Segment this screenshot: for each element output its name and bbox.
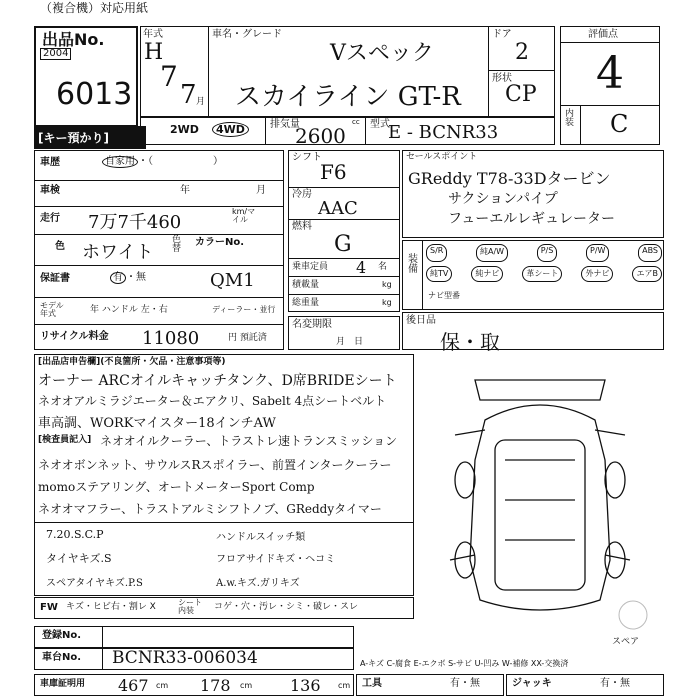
equip-row1-3: P/W bbox=[586, 244, 609, 262]
color-no: QM1 bbox=[210, 270, 255, 291]
equip-row1-1: 純A/W bbox=[476, 244, 508, 262]
equip-row2-1: 純ナビ bbox=[471, 266, 503, 282]
lot-label: 出品No. bbox=[42, 30, 105, 49]
equip-row2-4: エアB bbox=[632, 266, 662, 282]
color: ホワイト bbox=[82, 242, 154, 263]
equip-row2-0: 純TV bbox=[426, 266, 452, 282]
equip-row1-0: S/R bbox=[426, 244, 447, 262]
equip-row1-2: P/S bbox=[537, 244, 558, 262]
mileage: 7万7千460 bbox=[88, 212, 182, 233]
note-l3: 車高調、WORKマイスター18インチAW bbox=[38, 416, 276, 431]
ac: AAC bbox=[318, 198, 358, 219]
equip-row2-2: 革シート bbox=[522, 266, 562, 282]
interior-label: 内装 bbox=[565, 109, 575, 128]
equip-row1-4: ABS bbox=[638, 244, 662, 262]
history-val: 自家用 bbox=[102, 156, 138, 168]
fuel: G bbox=[334, 232, 352, 257]
note-l7: ネオオマフラー、トラストアルミシフトノブ、GReddyタイマー bbox=[38, 502, 382, 516]
type-value: E - BCNR33 bbox=[388, 122, 499, 143]
recycle: 11080 bbox=[142, 328, 200, 349]
key-banner: [キー預かり] bbox=[34, 126, 146, 149]
note-l5: ネオオボンネット、サウルスRスポイラー、前置インタークーラー bbox=[38, 458, 392, 472]
displacement: 2600 bbox=[295, 124, 346, 148]
damage-legend: A-キズ C-腐食 E-エクボ S-サビ U-凹み W-補修 XX-交換済 bbox=[360, 659, 569, 668]
spare-label: スペア bbox=[612, 637, 640, 647]
note-l2: ネオオアルミラジエーター＆エアクリ、Sabelt 4点シートベルト bbox=[38, 394, 387, 408]
equip-row2-3: 外ナビ bbox=[581, 266, 613, 282]
lot-number: 6013 bbox=[56, 77, 133, 112]
drive-2wd: 2WD bbox=[170, 123, 199, 136]
interior: C bbox=[610, 110, 629, 138]
note-l1: オーナー ARCオイルキャッチタンク、D席BRIDEシート bbox=[38, 373, 397, 389]
shape-label: 形状 bbox=[492, 73, 512, 84]
length: 467 bbox=[118, 676, 149, 695]
sales-line1: GReddy T78-33Dタービン bbox=[408, 169, 611, 188]
year: 7 bbox=[160, 60, 178, 93]
doors: 2 bbox=[515, 40, 529, 65]
model-name: スカイライン GT-R bbox=[235, 82, 461, 112]
type-label: 型式 bbox=[370, 119, 390, 130]
car-diagram bbox=[415, 360, 665, 650]
height: 136 bbox=[290, 676, 321, 695]
model-label: 車名・グレード bbox=[212, 29, 282, 40]
chassis-no: BCNR33-006034 bbox=[112, 648, 258, 668]
drive-4wd: 4WD bbox=[212, 122, 249, 137]
era: H bbox=[144, 40, 164, 65]
door-label: ドア bbox=[492, 29, 512, 40]
month: 7 bbox=[180, 80, 197, 110]
note-l4: ネオオイルクーラー、トラストレ速トランスミッション bbox=[100, 434, 398, 448]
capacity: 4 bbox=[356, 258, 367, 277]
top-note: （複合機）対応用紙 bbox=[40, 1, 149, 15]
score-label: 評価点 bbox=[588, 29, 618, 40]
note-l6: momoステアリング、オートメーターSport Comp bbox=[38, 480, 315, 494]
sales-line3: フューエルレギュレーター bbox=[448, 211, 615, 227]
post-item: 保・取 bbox=[440, 330, 500, 354]
nenshiki-label: 年式 bbox=[143, 29, 163, 40]
sales-line2: サクションパイプ bbox=[448, 191, 558, 207]
year-stamp: 2004 bbox=[40, 48, 71, 60]
warranty-yes: 有 bbox=[110, 272, 126, 284]
shape: CP bbox=[505, 82, 537, 107]
shift: F6 bbox=[320, 160, 347, 184]
grade: Vスペック bbox=[330, 41, 434, 66]
score: 4 bbox=[596, 48, 624, 99]
displacement-label: 排気量 bbox=[270, 119, 300, 130]
width: 178 bbox=[200, 676, 231, 695]
